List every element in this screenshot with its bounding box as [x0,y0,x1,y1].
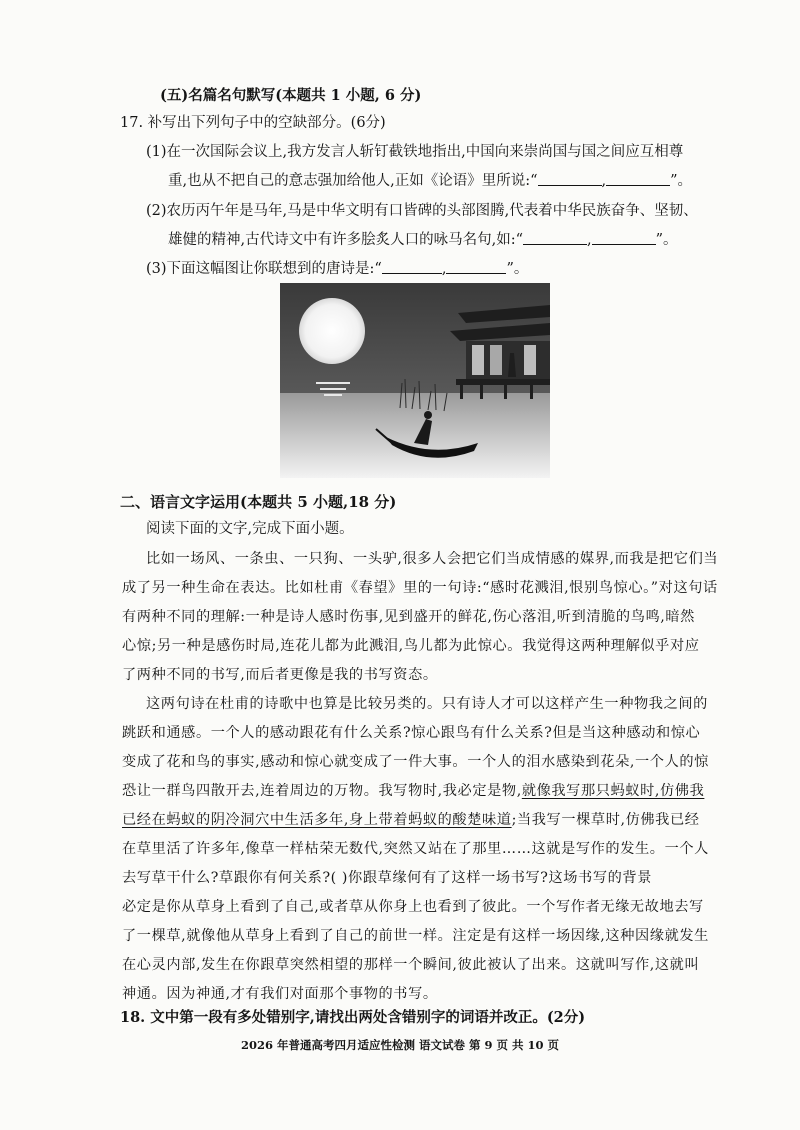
q17-part3 [146,259,528,279]
answer-blank[interactable] [523,230,587,245]
passage-line: 在草里活了许多年,像草一样枯荣无数代,突然又站在了那里……这就是写作的发生。一个人 [122,841,709,857]
answer-blank[interactable] [538,171,602,186]
passage-line: 变成了花和鸟的事实,感动和惊心就变成了一件大事。一个人的泪水感染到花朵,一个人的惊 [122,754,709,770]
passage-line [122,781,704,801]
answer-blank[interactable] [382,259,442,274]
passage-line: 有两种不同的理解:一种是诗人感时伤事,见到盛开的鲜花,伤心落泪,听到清脆的鸟鸣,暗然 [122,609,695,625]
blank-separator: , [587,232,592,248]
passage-line [122,810,700,830]
passage-line: 必定是你从草身上看到了自己,或者草从你身上也看到了彼此。一个写作者无缘无故地去写 [122,899,704,915]
passage-line: 神通。因为神通,才有我们对面那个事物的书写。 [122,986,438,1002]
passage-text: 恐让一群鸟四散开去,连着周边的万物。我写物时,我必定是物, [122,783,522,799]
q17-part1-text: 重,也从不把自己的意志强加给他人,正如《论语》里所说:“ [168,173,538,189]
passage-line: 跳跃和通感。一个人的感动跟花有什么关系?惊心跟鸟有什么关系?但是当这种感动和惊心 [122,725,701,741]
section2-heading: 二、语言文字运用(本题共 5 小题,18 分) [120,493,397,511]
answer-blank[interactable] [592,230,656,245]
reading-instruction: 阅读下面的文字,完成下面小题。 [146,521,354,537]
q18-stem: 18. 文中第一段有多处错别字,请找出两处含错别字的词语并改正。(2分) [120,1009,586,1026]
page-footer: 2026 年普通高考四月适应性检测 语文试卷 第 9 页 共 10 页 [240,1038,560,1052]
q17-part3-text: (3)下面这幅图让你联想到的唐诗是:“ [146,261,382,277]
underlined-sentence: 已经在蚂蚁的阴冷洞穴中生活多年,身上带着蚂蚁的酸楚味道 [122,812,512,828]
section5-heading: (五)名篇名句默写(本题共 1 小题, 6 分) [160,87,422,104]
passage-line: 去写草干什么?草跟你有何关系?( )你跟草缘何有了这样一场书写?这场书写的背景 [122,870,652,886]
closing-quote: ”。 [670,173,693,189]
passage-line: 心惊;另一种是感伤时局,连花儿都为此溅泪,鸟儿都为此惊心。我觉得这两种理解似乎对应 [122,638,700,654]
answer-blank[interactable] [606,171,670,186]
passage-line: 了两种不同的书写,而后者更像是我的书写资态。 [122,667,438,683]
passage-text: ;当我写一棵草时,仿佛我已经 [511,812,700,828]
blank-separator: , [441,261,447,277]
passage-line: 比如一场风、一条虫、一只狗、一头驴,很多人会把它们当成情感的媒界,而我是把它们当 [146,551,719,567]
passage-line: 成了另一种生命在表达。比如杜甫《春望》里的一句诗:“感时花溅泪,恨别鸟惊心。”对这句话 [122,580,718,596]
answer-blank[interactable] [446,259,506,274]
q17-part1-line1: (1)在一次国际会议上,我方发言人斩钉截铁地指出,中国向来崇尚国与国之间应互相尊 [146,144,684,160]
lake-water [280,393,550,478]
q17-part2-line1: (2)农历丙午年是马年,马是中华文明有口皆碑的头部图腾,代表着中华民族奋争、坚韧、 [146,203,698,219]
passage-line: 在心灵内部,发生在你跟草突然相望的那样一个瞬间,彼此被认了出来。这就叫写作,这就叫 [122,957,700,973]
q17-stem: 17. 补写出下列句子中的空缺部分。(6分) [120,115,386,131]
q17-part1-line2 [168,171,692,191]
blank-separator: , [601,173,607,189]
q17-part2-text: 雄健的精神,古代诗文中有许多脍炙人口的咏马名句,如:“ [168,232,524,248]
passage-line: 这两句诗在杜甫的诗歌中也算是比较另类的。只有诗人才可以这样产生一种物我之间的 [146,696,708,712]
full-moon [299,298,365,364]
closing-quote: ”。 [506,261,529,277]
ink-painting-moon-pavilion-boat [280,283,550,478]
underlined-sentence: 就像我写那只蚂蚁时,仿佛我 [521,783,705,799]
closing-quote: ”。 [655,232,678,248]
q17-part2-line2 [168,230,678,250]
passage-line: 了一棵草,就像他从草身上看到了自己的前世一样。注定是有这样一场因缘,这种因缘就发生 [122,928,709,944]
